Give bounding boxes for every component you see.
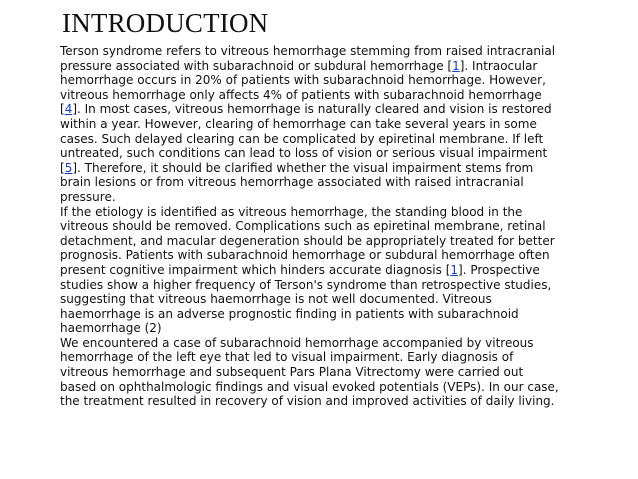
text-line (60, 219, 610, 234)
text-line (60, 336, 610, 351)
text-line (60, 292, 610, 307)
text-line (60, 350, 610, 365)
text-line (60, 380, 610, 395)
text-segment: suggesting that vitreous haemorrhage is not well documented. Vitreous (60, 292, 492, 307)
text-segment: studies show a higher frequency of Terson's syndrome than retrospective studies, (60, 277, 552, 292)
text-segment: pressure. (60, 189, 116, 204)
text-segment: ]. Prospective (458, 262, 540, 277)
text-segment: vitreous hemorrhage and subsequent Pars Plana Vitrectomy were carried out (60, 365, 524, 380)
reference-link[interactable]: 1 (452, 58, 460, 73)
text-segment: brain lesions or from vitreous hemorrhage associated with raised intracranial (60, 175, 524, 190)
text-line (60, 44, 610, 59)
text-line (60, 175, 610, 190)
text-line (60, 117, 610, 132)
text-segment: within a year. However, clearing of hemorrhage can take several years in some (60, 116, 537, 131)
text-line (60, 321, 610, 336)
reference-link[interactable]: 1 (450, 262, 459, 277)
text-line (60, 73, 610, 88)
text-segment: the treatment resulted in recovery of vision and improved activities of daily living. (60, 394, 555, 409)
text-line (60, 365, 610, 380)
text-segment: prognosis. Patients with subarachnoid hemorrhage or subdural hemorrhage often (60, 248, 550, 263)
text-segment: [ (60, 160, 65, 175)
text-line (60, 59, 610, 74)
text-line (60, 278, 610, 293)
slide-body-text (60, 44, 610, 409)
text-line (60, 248, 610, 263)
text-segment: ]. In most cases, vitreous hemorrhage is naturally cleared and vision is restored (72, 102, 552, 117)
text-line (60, 190, 610, 205)
text-segment: pressure associated with subarachnoid or subdural hemorrhage [ (60, 58, 453, 73)
text-segment: If the etiology is identified as vitreous hemorrhage, the standing blood in the (60, 204, 523, 219)
text-segment: cases. Such delayed clearing can be complicated by epiretinal membrane. If left (60, 131, 544, 146)
text-segment: vitreous should be removed. Complications such as epiretinal membrane, retinal (60, 219, 546, 234)
text-segment: hemorrhage occurs in 20% of patients with subarachnoid hemorrhage. However, (60, 73, 546, 88)
text-line (60, 394, 610, 409)
text-line (60, 205, 610, 220)
text-segment: vitreous hemorrhage only affects 4% of patients with subarachnoid hemorrhage (60, 87, 542, 102)
text-line (60, 161, 610, 176)
text-line (60, 234, 610, 249)
text-segment: We encountered a case of subarachnoid hemorrhage accompanied by vitreous (60, 335, 534, 350)
text-segment: detachment, and macular degeneration should be appropriately treated for better (60, 233, 555, 248)
text-segment: present cognitive impairment which hinders accurate diagnosis [ (60, 262, 451, 277)
text-line (60, 88, 610, 103)
text-segment: ]. Intraocular (459, 58, 538, 73)
reference-link[interactable]: 5 (64, 160, 73, 175)
text-segment: Terson syndrome refers to vitreous hemorrhage stemming from raised intracranial (60, 44, 556, 58)
text-line (60, 263, 610, 278)
text-segment: untreated, such conditions can lead to loss of vision or serious visual impairment (60, 146, 548, 161)
text-line (60, 307, 610, 322)
text-line (60, 132, 610, 147)
text-segment: haemorrhage is an adverse prognostic finding in patients with subarachnoid (60, 306, 519, 321)
text-line (60, 146, 610, 161)
text-segment: ]. Therefore, it should be clarified whether the visual impairment stems from (72, 160, 534, 175)
text-line (60, 102, 610, 117)
text-segment: hemorrhage of the left eye that led to visual impairment. Early diagnosis of (60, 350, 514, 365)
reference-link[interactable]: 4 (64, 102, 73, 117)
slide-title: INTRODUCTION (62, 8, 269, 38)
text-segment: based on ophthalmologic findings and visual evoked potentials (VEPs). In our case, (60, 379, 559, 394)
text-segment: [ (60, 102, 65, 117)
text-segment: haemorrhage (2) (60, 321, 162, 336)
